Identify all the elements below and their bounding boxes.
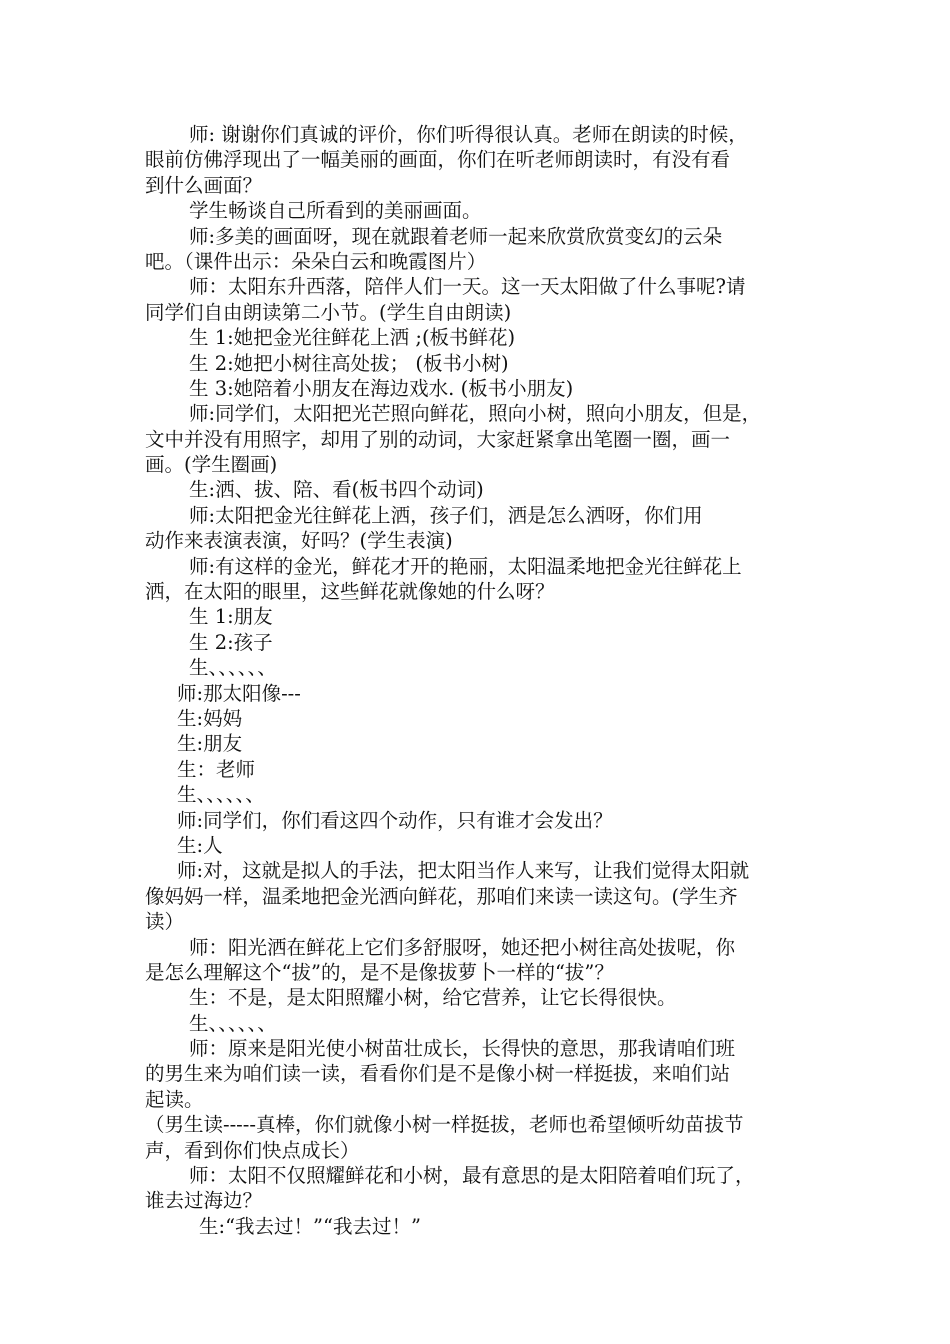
text-line: 生 2:孩子 — [189, 630, 273, 654]
text-line: （男生读-----真棒，你们就像小树一样挺拔，老师也希望倾听幼苗拔节 — [145, 1113, 744, 1137]
text-line: 像妈妈一样，温柔地把金光洒向鲜花，那咱们来读一读这句。(学生齐 — [145, 884, 738, 908]
text-line: 到什么画面？ — [145, 173, 263, 197]
text-line: 师:有这样的金光，鲜花才开的艳丽，太阳温柔地把金光往鲜花上 — [189, 554, 742, 578]
text-line: 声，看到你们快点成长） — [145, 1138, 360, 1162]
text-line: 生 3:她陪着小朋友在海边戏水. (板书小朋友) — [189, 376, 574, 400]
text-line: 师:多美的画面呀，现在就跟着老师一起来欣赏欣赏变幻的云朵 — [189, 224, 723, 248]
text-line: 师：原来是阳光使小树苗壮成长，长得快的意思，那我请咱们班 — [189, 1037, 736, 1061]
text-line: 洒，在太阳的眼里，这些鲜花就像她的什么呀？ — [145, 580, 555, 604]
text-line: 生：老师 — [177, 757, 256, 781]
text-line: 师:同学们，太阳把光芒照向鲜花，照向小树，照向小朋友，但是， — [189, 402, 762, 426]
text-line: 读） — [145, 910, 185, 934]
text-line: 生、、、、、、 — [189, 1011, 277, 1035]
document-page — [145, 122, 825, 1239]
text-line: 起读。 — [145, 1087, 204, 1111]
text-line: 师：太阳东升西落，陪伴人们一天。这一天太阳做了什么事呢?请 — [189, 275, 746, 299]
text-line: 眼前仿佛浮现出了一幅美丽的画面，你们在听老师朗读时，有没有看 — [145, 148, 731, 172]
text-line: 师:对，这就是拟人的手法，把太阳当作人来写，让我们觉得太阳就 — [177, 859, 750, 883]
text-line: 生、、、、、、 — [189, 656, 277, 680]
text-line: 生:“我去过！”“我去过！” — [199, 1214, 421, 1238]
text-line: 生 1:朋友 — [189, 605, 273, 629]
text-line: 的男生来为咱们读一读，看看你们是不是像小树一样挺拔，来咱们站 — [145, 1062, 731, 1086]
text-line: 学生畅谈自己所看到的美丽画面。 — [189, 199, 482, 223]
text-line: 师：太阳不仅照耀鲜花和小树，最有意思的是太阳陪着咱们玩了， — [189, 1164, 755, 1188]
text-line: 谁去过海边？ — [145, 1189, 263, 1213]
text-line: 师:同学们，你们看这四个动作，只有谁才会发出？ — [177, 808, 613, 832]
text-line: 生 1:她把金光往鲜花上洒 ;(板书鲜花) — [189, 326, 516, 350]
text-line: 师：阳光洒在鲜花上它们多舒服呀，她还把小树往高处拔呢，你 — [189, 935, 736, 959]
text-line: 生:妈妈 — [177, 706, 243, 730]
text-line: 生 2:她把小树往高处拔； (板书小树) — [189, 351, 509, 375]
text-line: 生:人 — [177, 833, 223, 857]
text-line: 文中并没有用照字，却用了别的动词，大家赶紧拿出笔圈一圈，画一 — [145, 427, 731, 451]
text-line: 生:洒、拔、陪、看(板书四个动词) — [189, 478, 484, 502]
text-line: 师: 谢谢你们真诚的评价，你们听得很认真。老师在朗读的时候， — [189, 123, 748, 146]
text-line: 师:太阳把金光往鲜花上洒，孩子们，洒是怎么洒呀，你们用 — [189, 503, 703, 527]
text-line: 生、、、、、、 — [177, 783, 265, 807]
text-line: 画。(学生圈画) — [145, 453, 278, 477]
text-line: 生:朋友 — [177, 732, 243, 756]
text-line: 生：不是，是太阳照耀小树，给它营养，让它长得很快。 — [189, 986, 677, 1010]
text-line: 吧。（课件出示：朵朵白云和晚霞图片） — [145, 249, 487, 273]
text-line: 动作来表演表演，好吗？(学生表演) — [145, 529, 453, 553]
text-line: 是怎么理解这个“拔”的，是不是像拔萝卜一样的“拔”？ — [145, 960, 614, 984]
text-line: 同学们自由朗读第二小节。(学生自由朗读) — [145, 300, 512, 324]
text-line: 师:那太阳像--- — [177, 681, 301, 705]
